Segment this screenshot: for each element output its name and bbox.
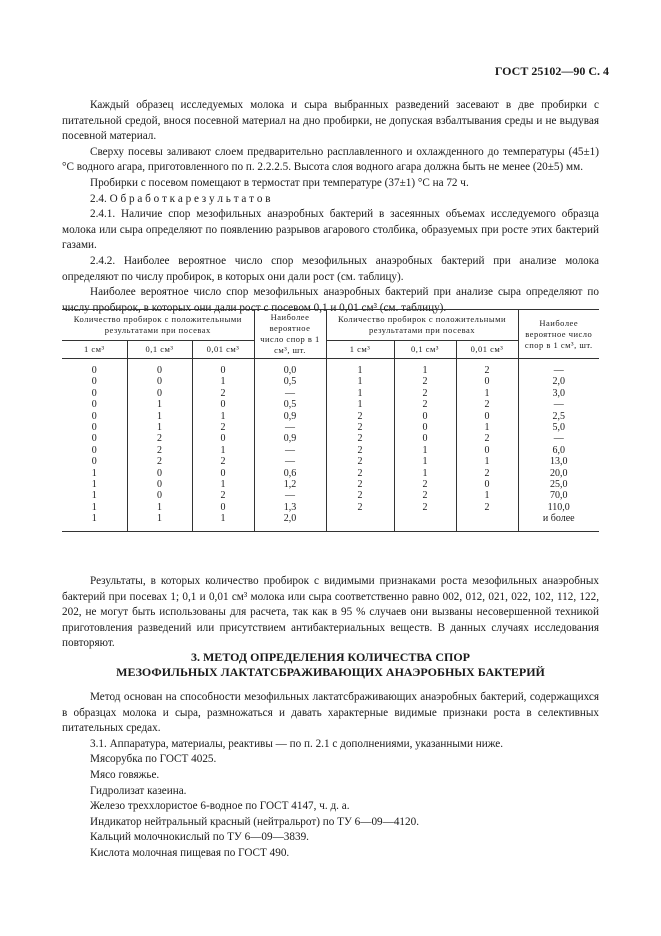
table-cell: 0: [62, 445, 127, 456]
table-cell: [456, 513, 518, 524]
table-cell: 1: [394, 359, 456, 377]
table-cell: 0: [456, 376, 518, 387]
table-cell: 2: [326, 490, 394, 501]
table-cell-spacer: [127, 525, 192, 532]
paragraph: Пробирки с посевом помещают в термостат при температуре (37±1) °С на 72 ч.: [90, 176, 469, 189]
table-cell: 2: [456, 359, 518, 377]
table-cell-spacer: [456, 525, 518, 532]
paragraph: Метод основан на способности мезофильных лактатсбраживающих анаэробных бактерий, содержащихся в образцах молока и сыра, размножаться и давать характерные видимые признаки роста в селективных питательных средах.: [62, 691, 599, 735]
table-cell: 2: [394, 479, 456, 490]
table-cell: 3,0: [552, 387, 565, 399]
table-row: [62, 479, 599, 490]
list-item: Мясо говяжье.: [90, 768, 160, 781]
table-cell-spacer: [62, 525, 127, 532]
table-cell: 1: [62, 490, 127, 501]
table-body: [62, 359, 599, 532]
section-3-text: [62, 690, 599, 862]
table-cell: 25,0: [550, 479, 568, 491]
table-cell: 2: [326, 456, 394, 467]
table-cell: 0: [394, 411, 456, 422]
table-cell: 2: [326, 411, 394, 422]
table-cell: 0: [192, 502, 254, 513]
list-item: Кислота молочная пищевая по ГОСТ 490.: [90, 846, 290, 859]
table-cell: —: [254, 490, 326, 501]
paragraph: Сверху посевы заливают слоем предварительно расплавленного и охлажденного до температуры (45±1) °С водного агара, приготовленного по п. 2.2.2.5. Высота слоя водного агара должна быть не менее (20±5) мм.: [62, 145, 599, 174]
table-cell: 2: [456, 502, 518, 513]
table-cell: 1: [62, 468, 127, 479]
table-cell: —: [254, 445, 326, 456]
table-cell: 1: [62, 513, 127, 524]
table-row: [62, 359, 599, 377]
table-cell: 1: [127, 399, 192, 410]
section-title-line-2: МЕЗОФИЛЬНЫХ ЛАКТАТСБРАЖИВАЮЩИХ АНАЭРОБНЫХ БАКТЕРИЙ: [116, 665, 545, 679]
table-cell: 0: [127, 376, 192, 387]
group-header-left: Количество пробирок с положительными результатами при посевах: [62, 310, 254, 341]
table-cell: 1: [127, 513, 192, 524]
paragraph: Каждый образец исследуемых молока и сыра выбранных разведений засевают в две пробирки с питательной средой, внося посевной материал на дно пробирки, не допуская взбалтывания среды и не выдувая посевной материал.: [62, 99, 599, 143]
table-cell: 0: [192, 359, 254, 377]
group-header-right: Количество пробирок с положительными результатами при посевах: [326, 310, 518, 341]
table-cell: —: [254, 456, 326, 467]
table-cell: 1: [394, 456, 456, 467]
table-cell: 2: [326, 445, 394, 456]
table-cell: 2: [456, 399, 518, 410]
table-cell: 1: [192, 376, 254, 387]
table-cell: 0: [127, 490, 192, 501]
table-cell: 6,0: [552, 444, 565, 456]
table-cell: 0,9: [254, 433, 326, 444]
col-header: 0,1 см³: [394, 340, 456, 358]
col-header: 1 см³: [326, 340, 394, 358]
page-header: ГОСТ 25102—90 С. 4: [494, 64, 609, 78]
col-header: 0,01 см³: [192, 340, 254, 358]
table-cell: 5,0: [552, 422, 565, 434]
list-item: Мясорубка по ГОСТ 4025.: [90, 753, 217, 766]
table-row: [62, 399, 599, 410]
table-cell: 1: [394, 445, 456, 456]
table-row: [62, 411, 599, 422]
mpn-header-right: Наиболее вероятное число спор в 1 см³, шт.: [518, 310, 599, 359]
table-cell: 1: [62, 479, 127, 490]
table-cell-spacer: [192, 525, 254, 532]
table-cell: 0: [192, 399, 254, 410]
table-cell: 2: [456, 433, 518, 444]
table-cell: 1: [127, 422, 192, 433]
table-cell: 0: [127, 359, 192, 377]
table-cell: 2: [456, 468, 518, 479]
table-cell: 0: [62, 411, 127, 422]
paragraph: 2.4.2. Наиболее вероятное число спор мезофильных анаэробных бактерий при анализе молока определяют по числу пробирок, в которых они дали рост (см. таблицу).: [62, 254, 599, 283]
table-cell: 1: [326, 376, 394, 387]
paragraph: 2.4.1. Наличие спор мезофильных анаэробных бактерий в засеянных объемах исследуемого образца молока или сыра определяют по появлению разрывов агарового столбика, образуемых при росте этих бактерий газами.: [62, 208, 599, 252]
table-cell: 2: [326, 422, 394, 433]
table-cell: 0,5: [254, 399, 326, 410]
section-title-line-1: 3. МЕТОД ОПРЕДЕЛЕНИЯ КОЛИЧЕСТВА СПОР: [190, 650, 471, 664]
table-cell: 2: [394, 399, 456, 410]
table-cell: 0: [62, 388, 127, 399]
table-cell: 2: [192, 490, 254, 501]
table-cell-spacer: [394, 525, 456, 532]
table-cell: 0: [62, 399, 127, 410]
table-cell: 0,5: [254, 376, 326, 387]
table-row: [62, 502, 599, 513]
table-cell: —: [553, 365, 564, 376]
table-cell: 1: [192, 411, 254, 422]
table-cell: 1: [456, 422, 518, 433]
table-cell: 0: [127, 388, 192, 399]
col-header: 0,01 см³: [456, 340, 518, 358]
table-cell: 1: [127, 411, 192, 422]
table-cell: 0: [62, 359, 127, 377]
table-cell: 0: [62, 433, 127, 444]
table-cell: 1: [326, 359, 394, 377]
table-row: [62, 388, 599, 399]
table-cell: 2: [127, 445, 192, 456]
table-cell: 0: [62, 376, 127, 387]
table-cell: 1: [456, 388, 518, 399]
table-cell: 0: [456, 411, 518, 422]
table-cell: 2,0: [254, 513, 326, 524]
table-cell: 1: [326, 388, 394, 399]
table-cell: 1: [456, 456, 518, 467]
table-cell: 0: [456, 479, 518, 490]
table-cell: 0: [192, 468, 254, 479]
table-cell: 2: [192, 456, 254, 467]
table-cell: 0: [192, 433, 254, 444]
table-cell: 110,0: [547, 501, 570, 513]
table-cell: 2,0: [552, 376, 565, 388]
subsection-heading: 2.4. О б р а б о т к а р е з у л ь т а т о в: [90, 192, 271, 205]
table-row: [62, 422, 599, 433]
table-cell: 2: [192, 388, 254, 399]
table-cell: 2: [326, 468, 394, 479]
table-cell: 0,6: [254, 468, 326, 479]
table-cell: 0: [127, 479, 192, 490]
table-cell: 2: [326, 502, 394, 513]
table-cell: 20,0: [550, 467, 568, 479]
table-cell: 13,0: [550, 456, 568, 468]
table-cell-spacer: [518, 525, 599, 532]
table-cell: 2: [394, 502, 456, 513]
table-cell: 2,5: [552, 410, 565, 422]
table-cell: 2: [394, 376, 456, 387]
col-header: 1 см³: [62, 340, 127, 358]
table-cell: 1: [456, 490, 518, 501]
table-cell: 1: [326, 399, 394, 410]
section-title: [62, 650, 599, 680]
table-row: [62, 490, 599, 501]
list-item: Железо треххлористое 6-водное по ГОСТ 4147, ч. д. а.: [90, 800, 350, 813]
table-cell: 1: [192, 513, 254, 524]
paragraph: Наиболее вероятное число спор мезофильных анаэробных бактерий при анализе сыра определяют по числу пробирок, в которых они дали рост с посевом 0,1 и 0,01 см³ (см. таблицу).: [62, 286, 599, 314]
table-cell: 1: [394, 468, 456, 479]
table-cell-spacer: [326, 525, 394, 532]
table-cell: 0: [394, 433, 456, 444]
list-item: Кальций молочнокислый по ТУ 6—09—3839.: [90, 831, 309, 844]
table-cell: —: [254, 388, 326, 399]
list-item: Гидролизат казеина.: [90, 784, 187, 797]
table-cell: 0: [394, 422, 456, 433]
table-cell: 1,2: [254, 479, 326, 490]
table-cell: 2: [326, 479, 394, 490]
table-cell: 0: [456, 445, 518, 456]
table-cell: [394, 513, 456, 524]
table-row: [62, 433, 599, 444]
table-cell: 1,3: [254, 502, 326, 513]
table-cell: 0,0: [254, 359, 326, 377]
table-cell: 0,9: [254, 411, 326, 422]
table-row: [62, 468, 599, 479]
table-cell: 1: [127, 502, 192, 513]
table-cell: 2: [394, 490, 456, 501]
list-item: Индикатор нейтральный красный (нейтральрот) по ТУ 6—09—4120.: [90, 815, 419, 828]
col-header: 0,1 см³: [127, 340, 192, 358]
table-cell: 0: [62, 456, 127, 467]
intro-text: [62, 98, 599, 316]
table-cell: 1: [192, 479, 254, 490]
table-cell: 2: [127, 433, 192, 444]
table-bottom-rule: [62, 525, 599, 532]
table-cell: 70,0: [550, 490, 568, 502]
table-cell: 0: [62, 422, 127, 433]
mpn-header-left: Наиболее вероятное число спор в 1 см³, шт.: [254, 310, 326, 359]
results-text: [62, 574, 599, 652]
paragraph: 3.1. Аппаратура, материалы, реактивы — по п. 2.1 с дополнениями, указанными ниже.: [90, 737, 504, 750]
table-cell: 2: [326, 433, 394, 444]
table-cell: 2: [394, 388, 456, 399]
table-cell: —: [553, 399, 564, 411]
table-cell: 1: [192, 445, 254, 456]
table-row: [62, 376, 599, 387]
table-cell: [326, 513, 394, 524]
table-row: [62, 456, 599, 467]
table-cell: 2: [127, 456, 192, 467]
table-cell: 1: [62, 502, 127, 513]
table-row: [62, 513, 599, 524]
table-cell: —: [553, 433, 564, 445]
table-row: [62, 445, 599, 456]
table-cell: и более: [542, 513, 575, 525]
table-cell: —: [254, 422, 326, 433]
table-cell-spacer: [254, 525, 326, 532]
mpn-table: [62, 309, 599, 532]
paragraph: Результаты, в которых количество пробирок с видимыми признаками роста мезофильных анаэробных бактерий при посевах 1; 0,1 и 0,01 см³ молока или сыра соответственно равно 002, 012, 021, 022, 102, 112, 122, 202, не могут быть использованы для расчета, так как в 95 % случаев они вызваны несовершенной техникой приготовления разведений или присутствием антибактериальных веществ. В данных случаях исследования повторяют.: [62, 575, 599, 650]
table-cell: 0: [127, 468, 192, 479]
table-cell: 2: [192, 422, 254, 433]
